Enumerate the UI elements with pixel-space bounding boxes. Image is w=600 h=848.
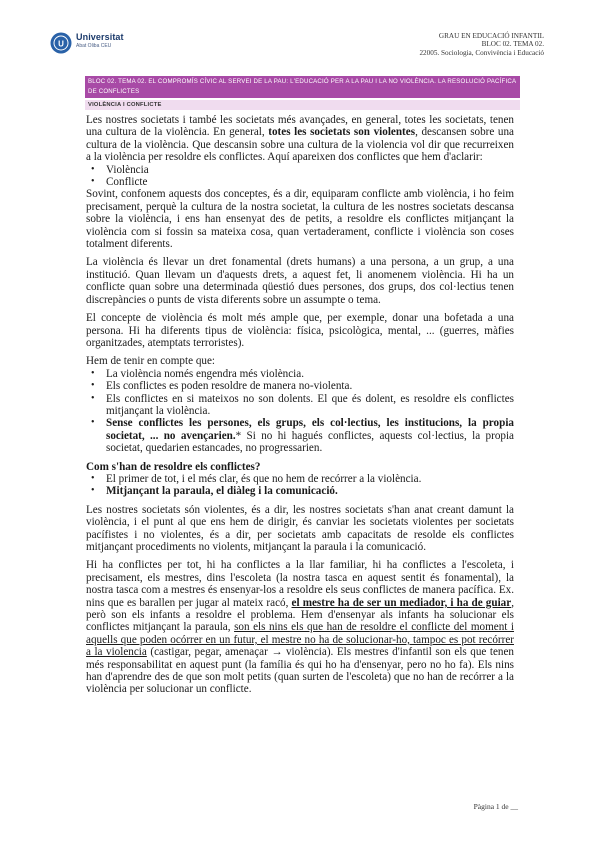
section-heading: Com s'han de resoldre els conflictes?	[86, 460, 261, 473]
list-item: • El primer de tot, i el més clar, és que no hem de recórrer a la violència.	[86, 473, 514, 485]
underlined-bold-text: el mestre ha de ser un mediador, i ha de guiar	[291, 596, 512, 609]
page-header	[0, 0, 600, 70]
topic-banner	[85, 76, 520, 98]
text: , però son els infants a resoldre el problema. Hem d'ensenyar als infants ha solucionar els conflictes mitjançant la paraula,	[86, 596, 514, 634]
list-item: • Conflicte	[86, 176, 514, 188]
considerations-list	[86, 368, 514, 455]
paragraph-1	[86, 114, 514, 164]
course-subject: 22005. Sociologia, Convivència i Educació	[419, 48, 544, 57]
section-bar	[85, 100, 520, 110]
text: (castigar, pegar, amenaçar → violència). Els mestres d'infantil son els que tenen més responsabilitat en aquest punt (la família és qui ho ha d'ensenyar, pero no ho fa). Els nins han d'aprendre des de que son molt petits (quan surten de l'escoleta) que no han de recórrer a la violència per solucionar un conflicte.	[86, 646, 514, 696]
section-title: VIOLÈNCIA I CONFLICTE	[88, 102, 162, 108]
list-item: • Violència	[86, 164, 514, 176]
bold-text: Sense conflictes les persones, els grups, els col·lectius, les institucions, la propia societat, ... no avençarien.	[106, 417, 514, 442]
course-info	[419, 32, 544, 57]
text: Les nostres societats i també les societats més avançades, en general, totes les societats, tenen una cultura de la violència. En general,	[86, 114, 514, 139]
course-block: BLOC 02. TEMA 02.	[481, 40, 544, 49]
paragraph-7	[86, 559, 514, 695]
university-logo-icon	[50, 32, 72, 54]
paragraph-4: El concepte de violència és molt més ample que, per exemple, donar una bofetada a una persona. Hi ha diferents tipus de violència: física, psicològica, mental, ... (guerres, màfies organitzades, atemptats terroristes).	[86, 312, 514, 349]
bold-text: Mitjançant la paraula, el diàleg i la comunicació.	[106, 485, 338, 498]
paragraph-2: Sovint, confonem aquests dos conceptes, és a dir, equiparam conflicte amb violència, i ho feim precisament, perquè la cultura de la nostra societat, la cultura de les nostres societats descansa sobre la violència, i ens han ensenyat des de petits, a resoldre els conflictes mitjançant la violència com si fossin sa mateixa cosa, quan vertaderament, conflicte i violència son coses totalment diferents.	[86, 188, 514, 251]
list-item	[86, 417, 514, 454]
list-item: • Els conflictes es poden resoldre de manera no-violenta.	[86, 380, 514, 392]
text: * Si no hi hagués conflictes, aquests col·lectius, la propia societat, quedarien estancades, no progressarien.	[106, 429, 515, 455]
paragraph-6: Les nostres societats són violentes, és a dir, les nostres societats s'han anat creant damunt la violència, i el punt al que ens hem de dirigir, és canviar les societats violentes per societats pacífistes i no violentes, és a dir, per societats amb capacitats de resolde els conflictes mitjançant procediments no violents, mitjançant la paraula i la comunicació.	[86, 503, 514, 553]
university-logo-text	[76, 32, 124, 49]
course-degree: GRAU EN EDUCACIÓ INFANTIL	[438, 32, 544, 40]
list-item	[86, 485, 514, 497]
topic-title: BLOC 02. TEMA 02. EL COMPROMÍS CÍVIC AL SERVEI DE LA PAU: L'EDUCACIÓ PER A LA PAU I LA NO VIOLÈNCIA. LA RESOLUCIÓ PACÍFICA DE CONFLICTES	[88, 78, 516, 95]
paragraph-5: Hem de tenir en compte que:	[86, 355, 215, 368]
page-number: Pàgina 1 de __	[473, 802, 518, 811]
document-body	[86, 114, 514, 696]
underlined-text: son els nins els que han de resoldre el conflicte del moment i aquells que poden ocórrer en un futur, el mestre no ha de solucionar-ho, tampoc es pot recórrer a la violencia	[86, 621, 515, 659]
logo-name: Universitat	[76, 32, 124, 42]
paragraph-3: La violència és llevar un dret fonamental (drets humans) a una persona, a un grup, a una institució. Quan llevam un d'aquests drets, a aquest fet, li anomenem violència. Hi ha un conflicte quan sobre una determinada qüestió dues persones, dos grups, dos col·lectius tenen discrepàncies o punts de vista diferents sobre un assumpte o tema.	[86, 256, 514, 306]
concept-list	[86, 164, 514, 189]
logo-subtitle: Abat Oliba CEU	[76, 43, 112, 49]
bold-text: totes les societats son violentes	[268, 126, 416, 139]
resolution-list	[86, 473, 514, 498]
list-item: • Els conflictes en si mateixos no son dolents. El que és dolent, es resoldre els conflictes mitjançant la violència.	[86, 393, 514, 418]
text: Hi ha conflictes per tot, hi ha conflictes a la llar familiar, hi ha conflictes a l'escoleta, i precisament, els mestres, dins l'escoleta (la nostra tasca en aquest sentit és fonamental), la nostra tasca com a mestres és ensenyar-los a resoldre els seus conflictes de manera pacífica. Ex. nins que es barallen per jugar al mateix racó,	[86, 559, 514, 609]
list-item: • La violència només engendra més violència.	[86, 368, 514, 380]
svg-text:U: U	[58, 39, 64, 49]
text: , descansen sobre una cultura de la violència. Que descansin sobre una cultura de la violencia vol dir que recurreixen a la violència per resoldre els conflictes. Aquí apareixen dos conflictes que hem d'aclarir:	[86, 126, 514, 164]
